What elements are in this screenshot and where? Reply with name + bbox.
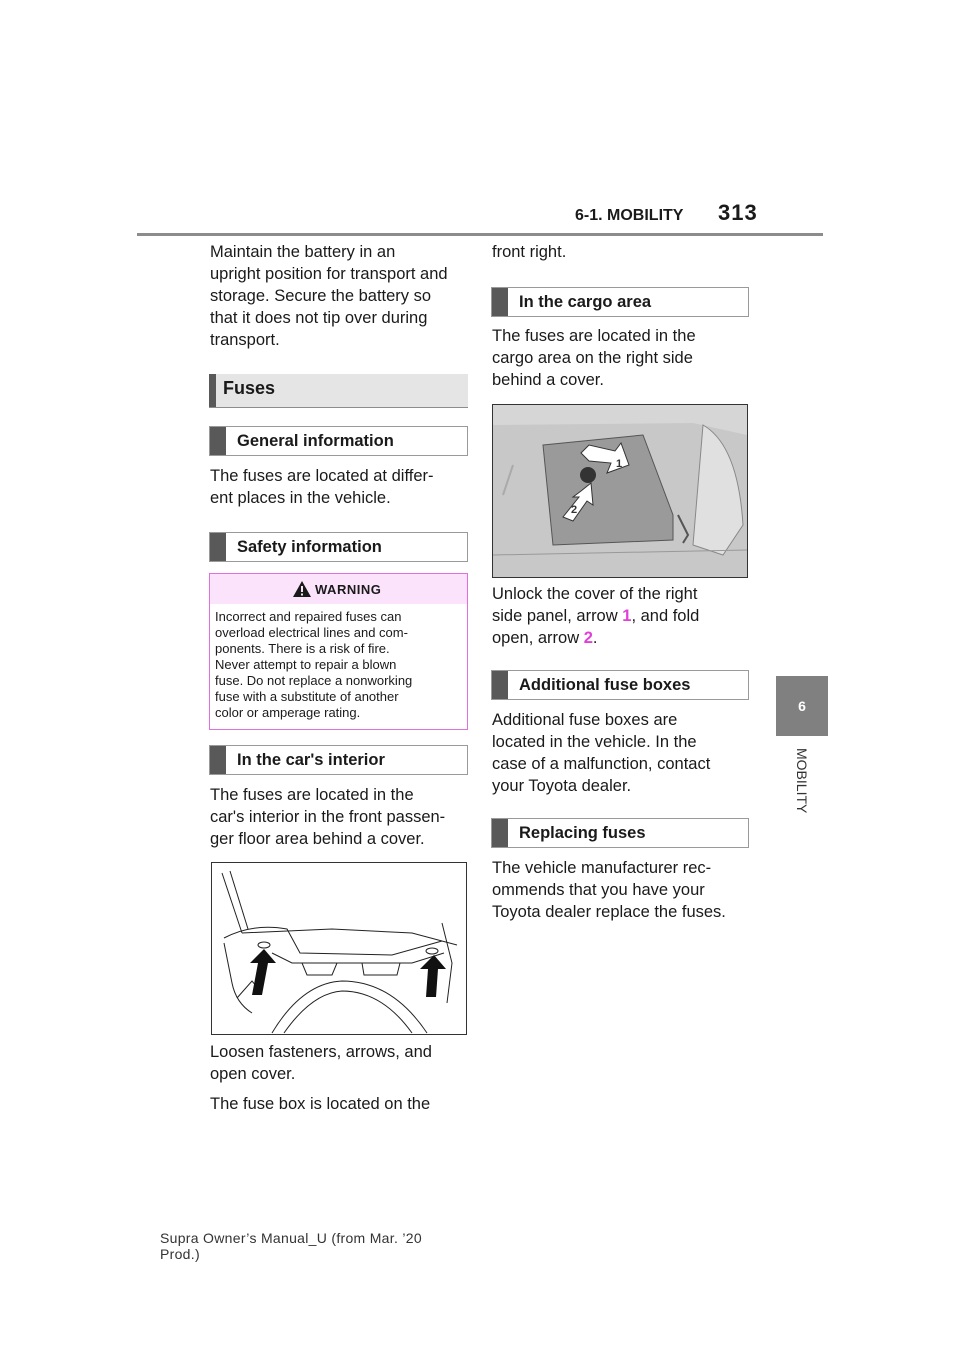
text-line: ponents. There is a risk of fire.	[215, 641, 390, 656]
footer-line: Supra Owner’s Manual_U (from Mar. ’20	[160, 1230, 422, 1246]
chapter-number: 6	[798, 698, 806, 714]
heading-label: Additional fuse boxes	[519, 676, 691, 694]
text-line: case of a malfunction, contact	[492, 755, 711, 773]
text-line: Additional fuse boxes are	[492, 711, 678, 729]
section-title: 6-1. MOBILITY	[575, 207, 684, 224]
text-line: color or amperage rating.	[215, 705, 361, 720]
text-line: The fuse box is located on the	[210, 1095, 431, 1113]
heading-bar	[210, 427, 226, 455]
cargo-area-heading	[491, 287, 749, 317]
text-line: located in the vehicle. In the	[492, 733, 697, 751]
text-line	[492, 605, 699, 627]
text-line: Maintain the battery in an	[210, 243, 396, 261]
text-line: ent places in the vehicle.	[210, 489, 391, 507]
arrow-reference-2: 2	[583, 629, 593, 647]
text-fragment: side panel, arrow	[492, 607, 623, 625]
general-information-text	[210, 465, 433, 509]
text-line: ommends that you have your	[492, 881, 705, 899]
text-line: Toyota dealer replace the fuses.	[492, 903, 726, 921]
text-line: open cover.	[210, 1065, 296, 1083]
heading-label: In the car's interior	[237, 751, 385, 769]
battery-intro	[210, 241, 448, 351]
general-information-heading	[209, 426, 468, 456]
text-line: overload electrical lines and com-	[215, 625, 408, 640]
replacing-fuses-heading	[491, 818, 749, 848]
additional-fuse-boxes-text	[492, 709, 710, 797]
arrow-reference-1: 1	[622, 607, 632, 625]
footwell-drawing	[212, 863, 466, 1034]
text-line	[492, 627, 699, 649]
front-right-text	[492, 241, 566, 263]
text-line: Never attempt to repair a blown	[215, 657, 397, 672]
text-fragment: , and fold	[631, 607, 700, 625]
heading-bar	[210, 746, 226, 774]
chapter-label: MOBILITY	[794, 748, 810, 814]
text-line: transport.	[210, 331, 280, 349]
heading-label: Replacing fuses	[519, 824, 646, 842]
heading-label: Fuses	[223, 378, 276, 398]
heading-bar	[210, 533, 226, 561]
safety-information-heading	[209, 532, 468, 562]
arrow-label-2: 2	[571, 504, 578, 516]
text-line: The vehicle manufacturer rec-	[492, 859, 712, 877]
cargo-area-text	[492, 325, 696, 391]
text-line: that it does not tip over during	[210, 309, 428, 327]
heading-bar	[492, 288, 508, 316]
text-line: behind a cover.	[492, 371, 604, 389]
header-rule	[137, 233, 823, 236]
heading-bar	[209, 374, 216, 407]
text-line: The fuses are located in the	[492, 327, 696, 345]
additional-fuse-boxes-heading	[491, 670, 749, 700]
warning-header	[210, 574, 467, 604]
text-line: upright position for transport and	[210, 265, 448, 283]
text-line: fuse with a substitute of another	[215, 689, 399, 704]
text-line: Incorrect and repaired fuses can	[215, 609, 402, 624]
page-number: 313	[718, 200, 758, 225]
interior-heading	[209, 745, 468, 775]
replacing-fuses-text	[492, 857, 726, 923]
heading-label: Safety information	[237, 538, 382, 556]
text-line: car's interior in the front passen-	[210, 808, 446, 826]
cargo-panel-drawing	[493, 405, 747, 577]
heading-bar	[492, 671, 508, 699]
text-line: ger floor area behind a cover.	[210, 830, 425, 848]
text-line: The fuses are located in the	[210, 786, 414, 804]
text-line: your Toyota dealer.	[492, 777, 632, 795]
heading-label: General information	[237, 432, 394, 450]
text-fragment: open, arrow	[492, 629, 584, 647]
cargo-fuse-illustration	[492, 404, 748, 578]
text-fragment: .	[592, 629, 598, 647]
footer-line: Prod.)	[160, 1246, 200, 1262]
interior-text	[210, 784, 445, 850]
loosen-text	[210, 1041, 432, 1085]
fuses-section-heading	[209, 374, 468, 408]
text-line: fuse. Do not replace a nonworking	[215, 673, 413, 688]
fusebox-location-text	[210, 1093, 430, 1115]
text-line: Loosen fasteners, arrows, and	[210, 1043, 432, 1061]
text-line: The fuses are located at differ-	[210, 467, 434, 485]
text-line: cargo area on the right side	[492, 349, 693, 367]
text-line: Unlock the cover of the right	[492, 585, 698, 603]
heading-label: In the cargo area	[519, 293, 652, 311]
warning-triangle-icon	[292, 580, 312, 598]
warning-box	[209, 573, 468, 730]
interior-fuse-illustration	[211, 862, 467, 1035]
warning-title: WARNING	[315, 582, 382, 597]
arrow-label-1: 1	[616, 458, 623, 470]
chapter-tab[interactable]	[776, 676, 828, 736]
text-line: front right.	[492, 243, 567, 261]
unlock-text	[492, 583, 699, 649]
heading-bar	[492, 819, 508, 847]
manual-footer	[160, 1230, 422, 1262]
warning-text	[215, 609, 463, 721]
text-line: storage. Secure the battery so	[210, 287, 432, 305]
